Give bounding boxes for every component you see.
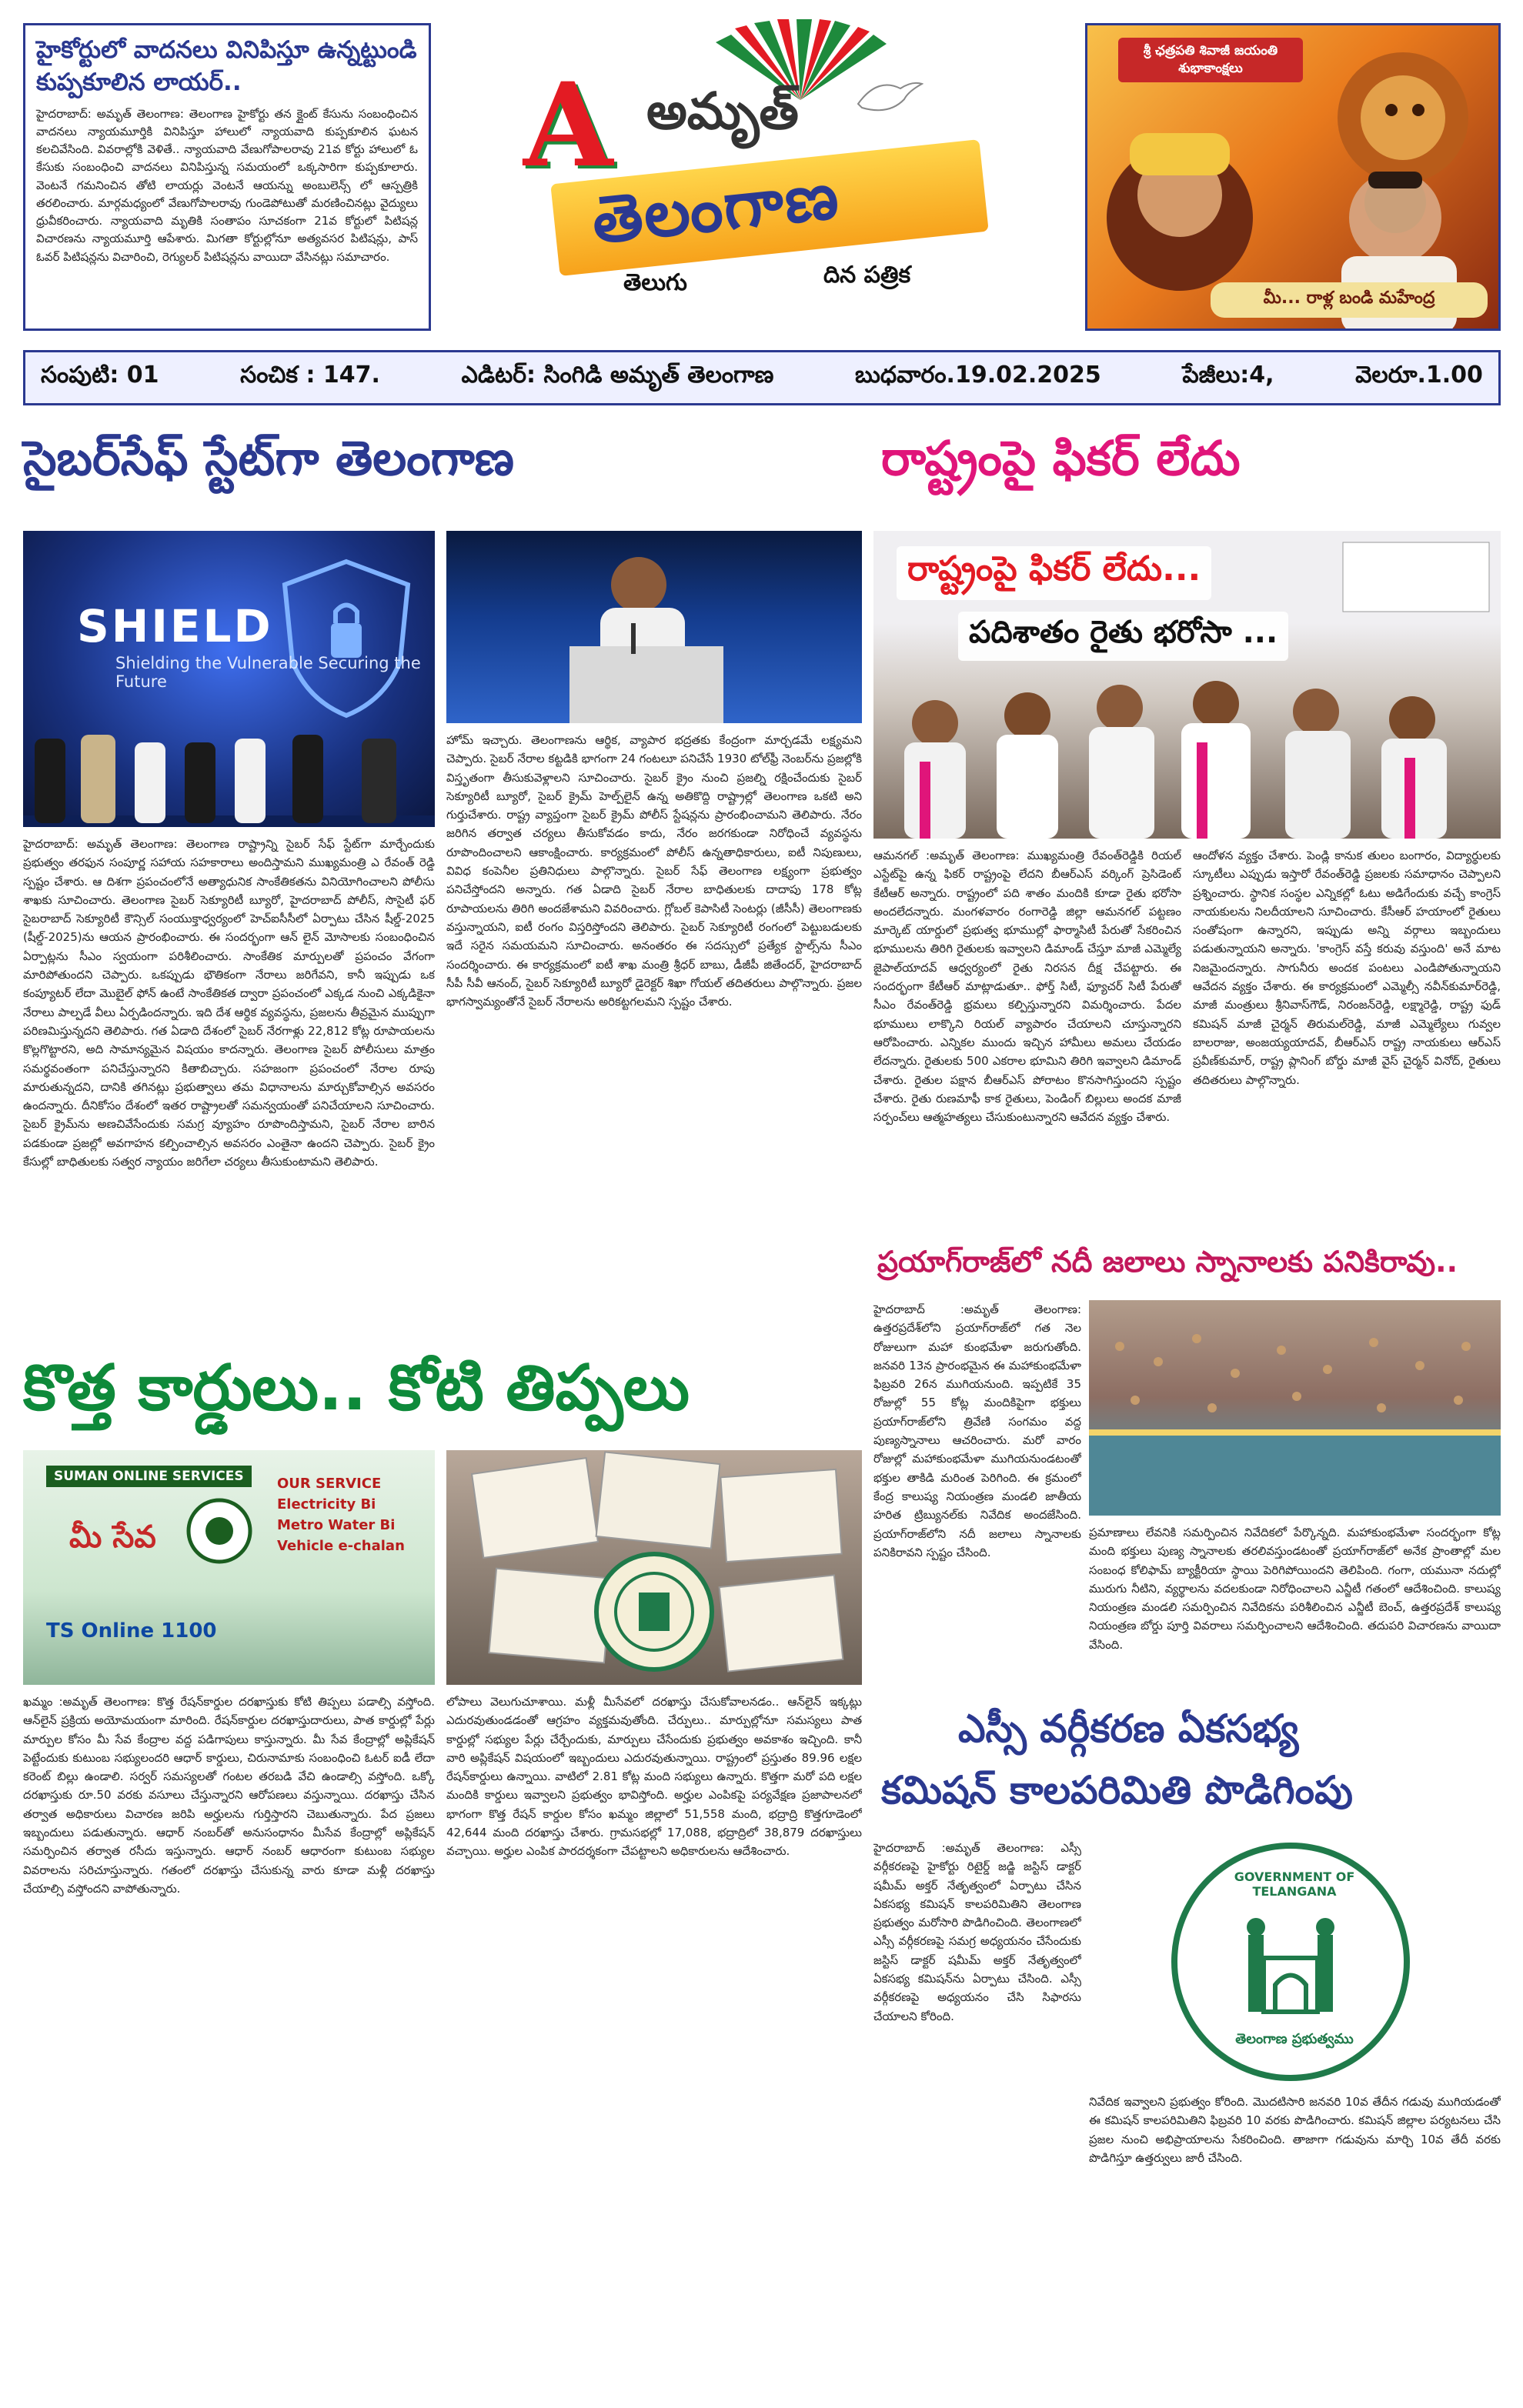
logo-letter-mark: A [523, 58, 613, 193]
story1-headline[interactable]: సైబర్‌సేఫ్ స్టేట్‌గా తెలంగాణ [23, 430, 514, 486]
scattered-ration-cards [446, 1450, 862, 1685]
ts-online-sign: TS Online 1100 [46, 1619, 217, 1643]
page-count: పేజీలు:4, [1182, 362, 1274, 389]
rally-caption-1: రాష్ట్రంపై ఫికర్ లేదు... [897, 546, 1211, 600]
newspaper-logo[interactable] [500, 27, 1039, 319]
jayanti-greeting-ad[interactable] [1085, 23, 1501, 331]
crowd-at-river [1089, 1300, 1501, 1516]
mee-seva-centre-photo[interactable] [23, 1450, 435, 1685]
story2-headline[interactable]: రాష్ట్రంపై ఫికర్ లేదు [881, 430, 1241, 486]
logo-telugu: తెలుగు [623, 269, 687, 296]
logo-daily: దిన పత్రిక [823, 262, 911, 288]
cm-speech-photo[interactable] [446, 531, 862, 723]
logo-telangana: తెలంగాణ [588, 156, 843, 258]
issue-info-bar [23, 350, 1501, 405]
services-sign: OUR SERVICE Electricity Bi Metro Water Bi Vehicle e-chalan [277, 1476, 405, 1554]
story4-column-1: ఖమ్మం :అమృత్ తెలంగాణ: కొత్త రేషన్‌కార్డుల దరఖాస్తుకు కోటి తిప్పలు పడాల్సి వస్తోంది. ఆన్‌లైన్ ప్రక్రియ అయోమయంగా మారింది. రేషన్‌కార్డుల దరఖాస్తుదారులు, పాత కార్డుల్లో పేర్లు మార్పుల కోసం మీ సేవ కేంద్రాల వద్ద పడిగాపులు కాస్తున్నారు. మీ సేవ కేంద్రాల్లో అప్లికేషన్ పెట్టేందుకు కుటుంబ సభ్యులందరి ఆధార్ కార్డులు, చిరునామాకు సంబంధించి ఓటర్ ఐడీ లేదా కరెంట్ బిల్లు ఉండాలి. సర్వర్ సమస్యలతో గంటల తరబడి వేచి ఉండాల్సి వస్తోంది. ఒక్కో దరఖాస్తుకు రూ.50 వరకు వసూలు చేస్తున్నారని ఆరోపణలు వస్తున్నాయి. దరఖాస్తు చేసిన తర్వాత అధికారులు విచారణ జరిపి అర్హులను గుర్తిస్తారని చెబుతున్నారు. పేద ప్రజలు ఇబ్బందులు పడుతున్నారు. ఆధార్ నంబర్‌తో అనుసంధానం మీసేవ కేంద్రాల్లో అప్లికేషన్ సమర్పించిన తర్వాత రసీదు ఇస్తున్నారు. ఆధార్ నంబర్ ఆధారంగా కుటుంబ సభ్యుల వివరాలను సరిచూస్తున్నారు. గతంలో దరఖాస్తు చేసుకున్న వారు కూడా మళ్లీ దరఖాస్తు చేయాల్సి వస్తోందని వాపోతున్నారు. [23, 1695, 435, 1896]
story1-column-1: హైదరాబాద్: అమృత్ తెలంగాణ: తెలంగాణ రాష్ట్రాన్ని సైబర్ సేఫ్ స్టేట్‌గా మార్చేందుకు ప్రభుత్వం తరఫున సంపూర్ణ సహాయ సహకారాలు అందిస్తామని ముఖ్యమంత్రి ఎ రేవంత్ రెడ్డి స్పష్టం చేశారు. ఆ దిశగా ప్రపంచంలోనే అత్యాధునిక సాంకేతికతను వినియోగించాలని పోలీసు శాఖకు సూచించారు. తెలంగాణ సైబర్ సెక్యూరిటీ బ్యూరో, హైదరాబాద్ పోలీస్, సొసైటీ ఫర్ సైబరాబాద్ సెక్యూరిటీ కౌన్సిల్ సంయుక్తాధ్వర్యంలో హెచ్ఐసీసీలో ఏర్పాటు చేసిన షీల్డ్-2025 (షీల్డ్-2025)ను ఆయన ప్రారంభించారు. ఈ సందర్భంగా ఆన్ లైన్ మోసాలకు సంబంధించిన ఏర్పాట్లను సీఎం స్వయంగా పరిశీలించారు. సాంకేతిక మార్పులతో ప్రపంచం వేగంగా మారిపోతుందని చెప్పారు. ఒకప్పుడు భౌతికంగా నేరాలు జరిగేవని, కానీ ఇప్పుడు ఒక కంప్యూటర్ లేదా మొబైల్ ఫోన్ ఉంటే సాంకేతికత ద్వారా ప్రపంచంలో ఎక్కడ నుంచి ఎక్కడికైనా నేరాలు పాల్పడే వీలు ఏర్పడిందన్నారు. ఇది దేశ ఆర్థిక వ్యవస్థను, ప్రజలను తీవ్రమైన ముప్పుగా పరిణమిస్తున్నదని తెలిపారు. గత ఏడాది దేశంలో సైబర్ నేరగాళ్లు 22,812 కోట్ల రూపాయలను కొల్లగొట్టారని, అది సామాన్యమైన విషయం కాదన్నారు. తెలంగాణ సైబర్ పోలీసులు మాత్రం సమర్థవంతంగా పనిచేస్తున్నారని కితాబిచ్చారు. సహజంగా ప్రపంచంలో నేరాల రూపు మారుతున్నదని, దానికి తగినట్లు ప్రభుత్వాలు తమ విధానాలను మార్చుకోవాల్సిన అవసరం ఉందన్నారు. దీనికోసం దేశంలో ఇతర రాష్ట్రాలతో సమన్వయంతో పనిచేయాలని సూచించారు. సైబర్ క్రైమ్‌ను అణచివేసేందుకు సమగ్ర వ్యూహం రూపొందిస్తామని, సైబర్ నేరాల బారిన పడకుండా ప్రజల్లో అవగాహన కల్పించాల్సిన అవసరం ఎంతైనా ఉందని చెప్పారు. సైబర్ క్రైం కేసుల్లో బాధితులకు సత్వర న్యాయం జరిగేలా చర్యలు తీసుకుంటామని తెలిపారు. [23, 837, 435, 1169]
story1-column-2: హోమ్ ఇచ్చారు. తెలంగాణను ఆర్థిక, వ్యాపార భద్రతకు కేంద్రంగా మార్చడమే లక్ష్యమని చెప్పారు. సైబర్ నేరాల కట్టడికి భాగంగా 24 గంటలూ పనిచేసే 1930 టోల్‌ఫ్రీ నెంబర్‌ను ప్రజల్లోకి విస్తృతంగా తీసుకువెళ్లాలని సూచించారు. సైబర్ క్రైం నుంచి ప్రజల్ని రక్షించేందుకు సైబర్ సెక్యూరిటీ బ్యూరో, సైబర్ క్రైమ్ హెల్ప్‌లైన్ ఉన్న అతికొద్ది రాష్ట్రాల్లో తెలంగాణ ఒకటి అని గుర్తుచేశారు. రాష్ట్ర వ్యాప్తంగా సైబర్ క్రైమ్ పోలీస్ స్టేషన్లను ప్రారంభించామని తెలిపారు. నేరం జరిగిన తర్వాత చర్యలు తీసుకోవడం కాదు, నేరం జరగకుండా నిరోధించే వ్యవస్థను రూపొందించాలని ఆకాంక్షించారు. కార్యక్రమంలో పోలీస్ ఉన్నతాధికారులు, ఐటీ నిపుణులు, వివిధ కంపెనీల ప్రతినిధులు పాల్గొన్నారు. సైబర్ సేఫ్ తెలంగాణ లక్ష్యంగా ప్రభుత్వం పనిచేస్తోందని అన్నారు. గత ఏడాది సైబర్ నేరాల బాధితులకు దాదాపు 178 కోట్ల రూపాయలను తిరిగి అందజేశామని వివరించారు. గ్లోబల్ కెపాసిటీ సెంటర్లు (జీసీసీ) తెలంగాణకు వస్తున్నాయని, ఐటీ రంగం విస్తరిస్తోందని తెలిపారు. సైబర్ సెక్యూరిటీ రంగంలో పెట్టుబడులకు ఇదే సరైన సమయమని సూచించారు. అనంతరం ఈ సదస్సులో ప్రత్యేక స్టాల్స్‌ను సీఎం సందర్శించారు. ఈ కార్యక్రమంలో ఐటీ శాఖ మంత్రి శ్రీధర్ బాబు, డీజీపీ జితేందర్, హైదరాబాద్ సీపీ సీవీ ఆనంద్, సైబర్ సెక్యూరిటీ బ్యూరో డైరెక్టర్ శిఖా గోయల్ తదితరులు పాల్గొన్నారు. ప్రజల భాగస్వామ్యంతోనే సైబర్ నేరాలను అరికట్టగలమని స్పష్టం చేశారు. [446, 733, 862, 1009]
teaser-body: హైదరాబాద్: అమృత్ తెలంగాణ: తెలంగాణ హైకోర్టు తన క్లైంట్ కేసును సంబంధించిన వాదనలు న్యాయమూర్తికి వినిపిస్తూ హాలులో న్యాయవాది కుప్పకూలిన ఘటన కలచివేసింది. వివరాల్లోకి వెళితే.. న్యాయవాది వేణుగోపాలరావు 21వ కోర్టు హాలులో ఓ కేసుకు సంబంధించి వాదనలు వినిపిస్తున్న సమయంలో ఒక్కసారిగా కుప్పకూలారు. వెంటనే గమనించిన తోటి లాయర్లు వెంటనే ఆయన్ను అంబులెన్స్ లో ఆస్పత్రికి తరలించారు. మార్గమధ్యంలో వేణుగోపాలరావు గుండెపోటుతో మరణించినట్లు వైద్యులు ధ్రువీకరించారు. న్యాయవాది మృతికి సంతాపం సూచకంగా 21వ కోర్టులో పిటిషన్ల విచారణను న్యాయమూర్తి ఆపేశారు. మిగతా కోర్టుల్లోనూ అత్యవసర పిటిషన్లు, పాస్ ఓవర్ పిటిషన్లను విచారించి, రెగ్యులర్ పిటిషన్లను వాయిదా వేసినట్లు సమాచారం. [36, 106, 418, 264]
ad-banner: శ్రీ ఛత్రపతి శివాజీ జయంతి శుభాకాంక్షలు [1118, 38, 1303, 82]
ration-cards-photo[interactable] [446, 1450, 862, 1685]
editor: ఎడిటర్: సింగిడి అమృత్ తెలంగాణ [461, 362, 774, 389]
mee-seva-logo-icon [185, 1496, 254, 1566]
issue-number: సంచిక : 147. [240, 362, 380, 389]
story2-column-1: ఆమనగల్ :అమృత్ తెలంగాణ: ముఖ్యమంత్రి రేవంత్‌రెడ్డికి రియల్ ఎస్టేట్‌పై ఉన్న ఫికర్ రాష్ట్రంపై లేదని బీఆర్ఎస్ వర్కింగ్ ప్రెసిడెంట్ కేటీఆర్ అన్నారు. రాష్ట్రంలో పది శాతం మందికి కూడా రైతు భరోసా అందలేదన్నారు. మంగళవారం రంగారెడ్డి జిల్లా ఆమనగల్ పట్టణం మార్కెట్ యార్డులో ప్రభుత్వ భూముల్లో ఫార్మాసిటీ పేరుతో సేకరించిన భూములను తిరిగి రైతులకు ఇవ్వాలని డిమాండ్ చేస్తూ మాజీ ఎమ్మెల్యే జైపాల్‌యాదవ్ ఆధ్వర్యంలో రైతు నిరసన దీక్ష చేపట్టారు. ఈ సందర్భంగా కేటీఆర్ మాట్లాడుతూ.. ఫోర్త్ సిటీ, ఫ్యూచర్ సిటీ పేరుతో సీఎం రేవంత్‌రెడ్డి భ్రమలు కల్పిస్తున్నారని విమర్శించారు. పేదల భూములు లాక్కొని రియల్ వ్యాపారం చేయాలని చూస్తున్నారని ఆరోపించారు. ఎన్నికల ముందు ఇచ్చిన హామీలు అమలు చేయడం లేదన్నారు. రైతులకు 500 ఎకరాల భూమిని తిరిగి ఇవ్వాలని డిమాండ్ చేశారు. రైతుల పక్షాన బీఆర్ఎస్ పోరాటం కొనసాగిస్తుందని స్పష్టం చేశారు. రైతు రుణమాఫీ కాక రైతులు, పెండింగ్ బిల్లులు అందక మాజీ సర్పంచ్‌లు ఆత్మహత్యలు చేసుకుంటున్నారని ఆవేదన వ్యక్తం చేశారు. [873, 849, 1181, 1125]
volume: సంపుటి: 01 [41, 362, 159, 389]
story2-column-2: ఆందోళన వ్యక్తం చేశారు. పెండ్లి కానుక తులం బంగారం, విద్యార్థులకు స్కూటీలు ఎప్పుడు ఇస్తారో రేవంత్‌రెడ్డి ప్రజలకు సమాధానం చెప్పాలని ప్రశ్నించారు. స్థానిక సంస్థల ఎన్నికల్లో ఓటు అడిగేందుకు వచ్చే కాంగ్రెస్ నాయకులను నిలదీయాలని సూచించారు. కేసీఆర్ హయాంలో రైతులు సంతోషంగా ఉన్నారని, ఇప్పుడు అన్ని వర్గాలు ఇబ్బందులు పడుతున్నాయని అన్నారు. 'కాంగ్రెస్ వస్తే కరువు వస్తుంది' అనే మాట నిజమైందన్నారు. సాగునీరు అందక పంటలు ఎండిపోతున్నాయని ఆవేదన వ్యక్తం చేశారు. ఈ కార్యక్రమంలో ఎమ్మెల్సీ నవీన్‌కుమార్‌రెడ్డి, మాజీ మంత్రులు శ్రీనివాస్‌గౌడ్, నిరంజన్‌రెడ్డి, లక్ష్మారెడ్డి, రాష్ట్ర ఫుడ్ కమిషన్ మాజీ చైర్మన్ తిరుమల్‌రెడ్డి, మాజీ ఎమ్మెల్యేలు గువ్వల బాలరాజు, అంజయ్యయాదవ్, బీఆర్ఎస్ రాష్ట్ర నాయకులు ఆర్ఎస్ ప్రవీణ్‌కుమార్, రాష్ట్ర ప్లానింగ్ బోర్డు మాజీ వైస్ చైర్మన్ వినోద్, రైతులు తదితరులు పాల్గొన్నారు. [1193, 849, 1501, 1087]
ktr-rally-photo[interactable] [873, 531, 1501, 839]
price: వెలరూ.1.00 [1355, 362, 1483, 389]
issue-date: బుధవారం.19.02.2025 [855, 362, 1101, 389]
teaser-headline[interactable]: హైకోర్టులో వాదనలు వినిపిస్తూ ఉన్నట్టుండి కుప్పకూలిన లాయర్.. [36, 36, 417, 96]
story5-headline-line1[interactable]: ఎస్సీ వర్గీకరణ ఏకసభ్య [958, 1706, 1299, 1751]
teaser-box [23, 23, 431, 331]
story5-column-1: హైదరాబాద్ :అమృత్ తెలంగాణ: ఎస్సీ వర్గీకరణపై హైకోర్టు రిటైర్డ్ జడ్జి జస్టిస్ డాక్టర్ షమీమ్ అక్తర్ నేతృత్వంలో ఏర్పాటు చేసిన ఏకసభ్య కమిషన్ కాలపరిమితిని తెలంగాణ ప్రభుత్వం మరోసారి పొడిగించింది. తెలంగాణలో ఎస్సీ వర్గీకరణపై సమగ్ర అధ్యయనం చేసేందుకు జస్టిస్ డాక్టర్ షమీమ్ అక్తర్ నేతృత్వంలో ఏకసభ్య కమిషన్‌ను ఏర్పాటు చేసింది. ఎస్సీ వర్గీకరణపై అధ్యయనం చేసి సిఫారసు చేయాలని కోరింది. [873, 1841, 1081, 2023]
story5-headline-line2[interactable]: కమిషన్ కాలపరిమితి పొడిగింపు [881, 1768, 1353, 1813]
emblem-telugu-text: తెలంగాణ ప్రభుత్వము [1235, 2031, 1354, 2047]
mee-seva-sign: మీ సేవ [69, 1519, 156, 1555]
charminar-icon [1233, 1904, 1348, 2019]
story5-column-2: నివేదిక ఇవ్వాలని ప్రభుత్వం కోరింది. మొదటిసారి జనవరి 10వ తేదీన గడువు ముగియడంతో ఈ కమిషన్ కాలపరిమితిని ఫిబ్రవరి 10 వరకు పొడిగించారు. కమిషన్ జిల్లాల పర్యటనలు చేసి ప్రజల నుంచి అభిప్రాయాలను సేకరించింది. తాజాగా గడువును మార్చి 10వ తేదీ వరకు పొడిగిస్తూ ఉత్తర్వులు జారీ చేసింది. [1089, 2095, 1501, 2165]
dove-icon [854, 73, 923, 119]
story3-column-2: ప్రమాణాలు లేవనికి సమర్పించిన నివేదికలో పేర్కొన్నది. మహాకుంభమేళా సందర్భంగా కోట్ల మంది భక్తులు పుణ్య స్నానాలకు తరలివస్తుండటంతో ప్రయాగ్‌రాజ్‌లో అనేక ప్రాంతాల్లో మల సంబంధ కోలిఫామ్ బ్యాక్టీరియా స్థాయి పెరిగిపోయిందని తెలిపింది. గంగా, యమునా నదుల్లో మురుగు నీటిని, వ్యర్థాలను వదలకుండా నిరోధించాలని ఎన్జీటీ గతంలో ఆదేశించింది. కాలుష్య నియంత్రణ మండలి సమర్పించిన నివేదికను పరిశీలించిన ఎన్జీటీ బెంచ్, ఉత్తరప్రదేశ్ కాలుష్య నియంత్రణ బోర్డు పూర్తి వివరాలు సమర్పించాలని ఆదేశించింది. తదుపరి విచారణను వాయిదా వేసింది. [1089, 1526, 1501, 1652]
emblem-english-text: GOVERNMENT OF TELANGANA [1234, 1869, 1355, 1899]
shield-logo-text: SHIELD [77, 600, 273, 652]
shield-icon [269, 554, 423, 723]
story4-headline[interactable]: కొత్త కార్డులు.. కోటి తిప్పలు [23, 1352, 690, 1425]
shield-tagline: Shielding the Vulnerable Securing the Future [115, 654, 421, 691]
shop-sign: SUMAN ONLINE SERVICES [46, 1466, 252, 1487]
kumbh-mela-photo[interactable] [1089, 1300, 1501, 1516]
rally-caption-2: పదిశాతం రైతు భరోసా ... [958, 612, 1288, 661]
shield-event-photo[interactable] [23, 531, 435, 827]
story4-column-2: లోపాలు వెలుగుచూశాయి. మళ్లీ మీసేవలో దరఖాస్తు చేసుకోవాలనడం.. ఆన్‌లైన్ ఇక్కట్లు ఎదురవుతుండడంతో ఆగ్రహం వ్యక్తమవుతోంది. చేర్పులు.. మార్పుల్లోనూ సమస్యలు పాత కార్డుల్లో సభ్యుల పేర్లు చేర్చేందుకు, మార్పులు చేసేందుకు ప్రభుత్వం అవకాశం ఇచ్చింది. కానీ వారి అప్లికేషన్ విషయంలో ఇబ్బందులు ఎదురవుతున్నాయి. రాష్ట్రంలో ప్రస్తుతం 89.96 లక్షల రేషన్‌కార్డులు ఉన్నాయి. వాటిలో 2.81 కోట్ల మంది సభ్యులు ఉన్నారు. కొత్తగా మరో పది లక్షల మందికి కార్డులు ఇవ్వాలని ప్రభుత్వం భావిస్తోంది. అర్హుల ఎంపికపై పర్యవేక్షణ ప్రజాపాలనలో భాగంగా కొత్త రేషన్ కార్డుల కోసం ఖమ్మం జిల్లాలో 51,558 మంది, భద్రాద్రి కొత్తగూడెంలో 42,644 మంది దరఖాస్తు చేశారు. గ్రామసభల్లో 17,088, భద్రాద్రిలో 38,879 దరఖాస్తులు వచ్చాయి. అర్హుల ఎంపిక పారదర్శకంగా చేపట్టాలని అధికారులను ఆదేశించారు. [446, 1695, 862, 1859]
story3-column-1: హైదరాబాద్ :అమృత్ తెలంగాణ: ఉత్తరప్రదేశ్‌లోని ప్రయాగ్‌రాజ్‌లో గత నెల రోజులుగా మహా కుంభమేళా జరుగుతోంది. జనవరి 13న ప్రారంభమైన ఈ మహాకుంభమేళా ఫిబ్రవరి 26న ముగియనుంది. ఇప్పటికే 35 రోజుల్లో 55 కోట్ల మందికిపైగా భక్తులు ప్రయాగ్‌రాజ్‌లోని త్రివేణి సంగమం వద్ద పుణ్యస్నానాలు ఆచరించారు. మరో వారం రోజుల్లో మహాకుంభమేళా ముగియనుండటంతో భక్తుల తాకిడి మరింత పెరిగింది. ఈ క్రమంలో కేంద్ర కాలుష్య నియంత్రణ మండలి జాతీయ హరిత ట్రిబ్యునల్‌కు నివేదిక అందజేసింది. ప్రయాగ్‌రాజ్‌లోని నదీ జలాలు స్నానాలకు పనికిరావని స్పష్టం చేసింది. [873, 1302, 1081, 1559]
stage-dignitaries [23, 723, 435, 827]
logo-amrut: అమృత్ [646, 81, 799, 141]
telangana-emblem[interactable] [1089, 1839, 1501, 2085]
speaker-at-podium [446, 531, 862, 723]
ad-footer: మీ... రాళ్ల బండి మహేంద్ర [1211, 282, 1488, 318]
story3-headline[interactable]: ప్రయాగ్‌రాజ్‌లో నదీ జలాలు స్నానాలకు పనికిరావు.. [877, 1245, 1458, 1279]
